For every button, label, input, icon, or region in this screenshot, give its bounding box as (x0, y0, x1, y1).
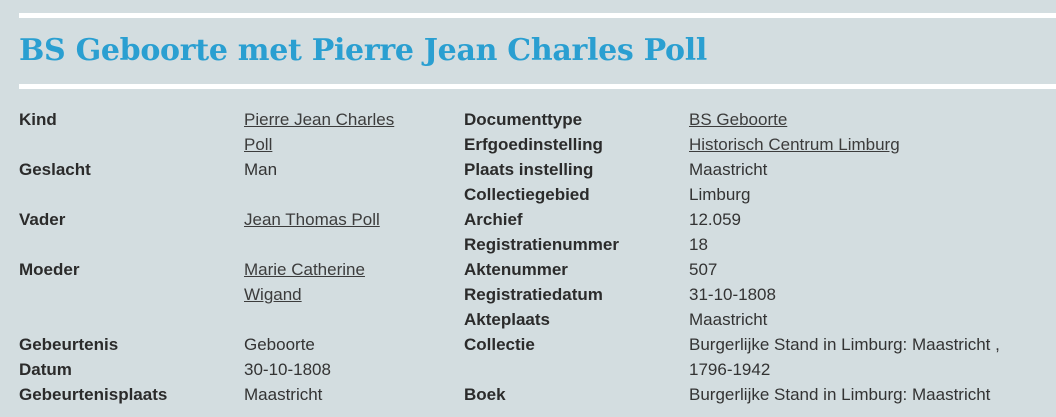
archief-label: Archief (464, 210, 523, 229)
datum-value: 30-10-1808 (244, 360, 331, 379)
gebeurtenis-label: Gebeurtenis (19, 335, 119, 354)
archief-value: 12.059 (689, 210, 741, 229)
registratiedatum-label: Registratiedatum (464, 285, 603, 304)
registratienummer-value: 18 (689, 235, 708, 254)
moeder-label: Moeder (19, 260, 80, 279)
gebeurtenisplaats-label: Gebeurtenisplaats (19, 385, 168, 404)
kind-link[interactable]: Pierre Jean Charles (244, 110, 395, 129)
geslacht-value: Man (244, 160, 278, 179)
vader-label: Vader (19, 210, 66, 229)
datum-label: Datum (19, 360, 72, 379)
registratienummer-label: Registratienummer (464, 235, 619, 254)
vader-link[interactable]: Jean Thomas Poll (244, 210, 380, 229)
moeder-link[interactable]: Marie Catherine (244, 260, 365, 279)
page-title: BS Geboorte met Pierre Jean Charles Poll (19, 33, 707, 68)
collectie-value: Burgerlijke Stand in Limburg: Maastricht , (689, 335, 1000, 354)
collectie-value-continued: 1796-1942 (689, 360, 771, 379)
plaats-instelling-value: Maastricht (689, 160, 768, 179)
title-divider (19, 84, 1056, 89)
top-divider (19, 13, 1056, 18)
documenttype-label: Documenttype (464, 110, 583, 129)
aktenummer-value: 507 (689, 260, 718, 279)
geslacht-label: Geslacht (19, 160, 91, 179)
erfgoedinstelling-link[interactable]: Historisch Centrum Limburg (689, 135, 900, 154)
collectiegebied-value: Limburg (689, 185, 751, 204)
boek-label: Boek (464, 385, 506, 404)
kind-label: Kind (19, 110, 57, 129)
akteplaats-value: Maastricht (689, 310, 768, 329)
documenttype-link[interactable]: BS Geboorte (689, 110, 788, 129)
moeder-link-continued[interactable]: Wigand (244, 285, 302, 304)
boek-value: Burgerlijke Stand in Limburg: Maastricht (689, 385, 991, 404)
erfgoedinstelling-label: Erfgoedinstelling (464, 135, 603, 154)
collectiegebied-label: Collectiegebied (464, 185, 590, 204)
gebeurtenisplaats-value: Maastricht (244, 385, 323, 404)
registratiedatum-value: 31-10-1808 (689, 285, 776, 304)
akteplaats-label: Akteplaats (464, 310, 550, 329)
plaats-instelling-label: Plaats instelling (464, 160, 594, 179)
kind-link-continued[interactable]: Poll (244, 135, 273, 154)
gebeurtenis-value: Geboorte (244, 335, 315, 354)
aktenummer-label: Aktenummer (464, 260, 568, 279)
collectie-label: Collectie (464, 335, 535, 354)
